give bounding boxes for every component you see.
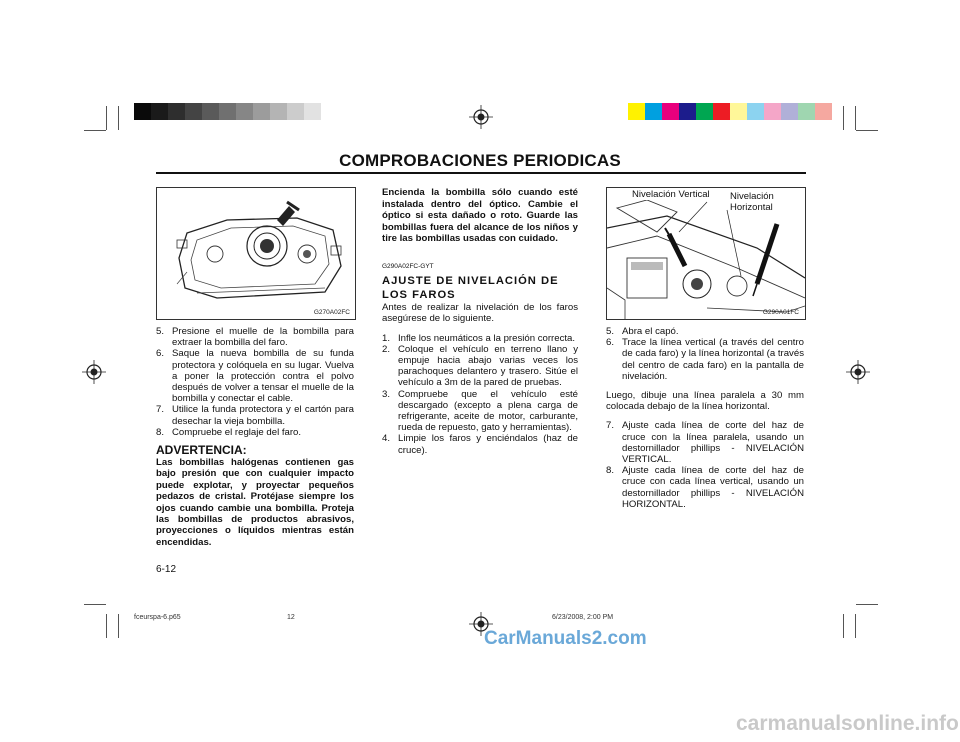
step-text: Ajuste cada línea de corte del haz de cruce con la línea paralela, usando un destornillador phillips - NIVELACIÓN VERTICAL. (622, 420, 804, 466)
step-number: 2. (382, 343, 391, 355)
figure-code: G290A01FC (762, 309, 799, 316)
step-item (606, 465, 804, 510)
step-item (382, 433, 578, 455)
section-code: G290A02FC-GYT (382, 262, 434, 270)
color-swatch (747, 103, 764, 120)
step-text: Trace la línea vertical (a través del centro de cada faro) y la línea horizontal (a través del centro de cada faro) en la pantalla de nivelación. (622, 337, 804, 382)
step-number: 7. (606, 420, 615, 432)
step-number: 8. (606, 465, 615, 477)
bulb-steps-list (156, 326, 354, 438)
column-1 (156, 326, 354, 548)
step-item (606, 337, 804, 382)
headlamp-leveling-figure (606, 187, 806, 320)
color-swatch (645, 103, 662, 120)
registration-target-icon (469, 105, 493, 129)
bulb-caution-text: Encienda la bombilla sólo cuando esté instalada dentro del óptico. Cambie el óptico si esta dañado o roto. Guarde las bombillas fuera del alcance de los niños y tire las bombillas usadas con cuidado. (382, 187, 578, 245)
step-text: Coloque el vehículo en terreno llano y empuje hacia abajo varias veces los parachoques delantero y trasero. Sitúe el vehículo a 3m de la pared de pruebas. (398, 343, 578, 389)
label-horizontal-leveling-line2: Horizontal (730, 202, 773, 213)
step-number: 5. (606, 326, 615, 337)
gray-color-bar (134, 103, 321, 120)
gray-swatch (236, 103, 253, 120)
color-swatch (781, 103, 798, 120)
parallel-line-text: Luego, dibuje una línea paralela a 30 mm colocada debajo de la línea horizontal. (606, 390, 804, 413)
step-number: 5. (156, 326, 165, 337)
gray-swatch (253, 103, 270, 120)
crop-mark (118, 614, 119, 638)
step-text: Infle los neumáticos a la presión correcta. (398, 332, 576, 344)
color-swatch (764, 103, 781, 120)
gray-swatch (202, 103, 219, 120)
label-horizontal-leveling-line1: Nivelación (730, 191, 774, 202)
crop-mark (106, 614, 107, 638)
step-item (382, 344, 578, 389)
footer-page: 12 (287, 614, 295, 621)
step-number: 7. (156, 404, 165, 416)
gray-swatch (304, 103, 321, 120)
page-number: 6-12 (156, 564, 177, 575)
gray-swatch (151, 103, 168, 120)
crop-mark (855, 106, 856, 130)
section-intro: Antes de realizar la nivelación de los faros asegúrese de lo siguiente. (382, 302, 578, 325)
step-item (382, 333, 578, 344)
step-text: Utilice la funda protectora y el cartón para desechar la vieja bombilla. (172, 404, 354, 427)
step-item (156, 326, 354, 348)
headlamp-bulb-figure (156, 187, 356, 320)
watermark-bottom: carmanualsonline.info (736, 712, 959, 735)
color-swatch (628, 103, 645, 120)
column-3 (606, 326, 804, 510)
step-item (606, 326, 804, 337)
crop-mark (855, 614, 856, 638)
step-item (156, 427, 354, 438)
step-item (382, 389, 578, 434)
step-text: Compruebe el reglaje del faro. (172, 426, 302, 438)
color-bar (628, 103, 832, 120)
color-swatch (696, 103, 713, 120)
leveling-steps-list-b (606, 420, 804, 510)
crop-mark (856, 604, 878, 605)
figure-code: G270A02FC (313, 309, 350, 316)
warning-text: Las bombillas halógenas contienen gas bajo presión que con cualquier impacto puede explotar, y proyectar pequeños pedazos de cristal. Protéjase siempre los ojos cuando cambie una bombilla. Proteja las bombillas de productos abrasivos, proyecciones o líquidos mientras están encendidas. (156, 457, 354, 548)
crop-mark (843, 614, 844, 638)
step-number: 3. (382, 388, 391, 400)
gray-swatch (287, 103, 304, 120)
gray-swatch (185, 103, 202, 120)
crop-mark (84, 604, 106, 605)
headlamp-drawing-icon (157, 188, 355, 319)
gray-swatch (168, 103, 185, 120)
warning-heading: ADVERTENCIA: (156, 443, 247, 458)
engine-bay-drawing-icon (607, 188, 805, 319)
footer-file: fceurspa-6.p65 (134, 614, 181, 621)
crop-mark (843, 106, 844, 130)
color-swatch (798, 103, 815, 120)
preparation-steps-list (382, 333, 578, 456)
step-item (156, 404, 354, 426)
step-number: 1. (382, 332, 391, 344)
crop-mark (856, 130, 878, 131)
gray-swatch (134, 103, 151, 120)
registration-target-icon (846, 360, 870, 384)
step-text: Ajuste cada línea de corte del haz de cruce con cada línea vertical, usando un destornillador phillips - NIVELACIÓN HORIZONTAL. (622, 465, 804, 510)
crop-mark (84, 130, 106, 131)
label-vertical-leveling: Nivelación Vertical (632, 189, 710, 200)
step-text: Compruebe que el vehículo esté descargado (excepto a plena carga de refrigerante, aceite de motor, carburante, rueda de repuesto, gato y herramientas). (398, 388, 578, 434)
color-swatch (713, 103, 730, 120)
step-item (606, 420, 804, 465)
gray-swatch (219, 103, 236, 120)
leveling-steps-list-a (606, 326, 804, 382)
page-title: COMPROBACIONES PERIODICAS (339, 151, 621, 170)
step-text: Limpie los faros y enciéndalos (haz de cruce). (398, 433, 578, 456)
step-number: 4. (382, 433, 391, 445)
watermark-top: CarManuals2.com (484, 628, 647, 649)
step-number: 8. (156, 426, 165, 438)
step-number: 6. (606, 337, 615, 349)
gray-swatch (270, 103, 287, 120)
crop-mark (118, 106, 119, 130)
footer-date: 6/23/2008, 2:00 PM (552, 614, 614, 621)
color-swatch (815, 103, 832, 120)
color-swatch (679, 103, 696, 120)
section-title: AJUSTE DE NIVELACIÓN DE LOS FAROS (382, 275, 559, 302)
color-swatch (662, 103, 679, 120)
step-number: 6. (156, 348, 165, 360)
title-rule (156, 172, 806, 174)
step-text: Abra el capó. (622, 326, 679, 337)
step-item (156, 348, 354, 404)
crop-mark (106, 106, 107, 130)
registration-target-icon (82, 360, 106, 384)
color-swatch (730, 103, 747, 120)
step-text: Saque la nueva bombilla de su funda protectora y colóquela en su lugar. Vuelva a poner la protección contra el polvo después de volver a tensar el muelle de la bombilla y conectar el cable. (172, 348, 354, 405)
column-2 (382, 187, 578, 456)
step-text: Presione el muelle de la bombilla para extraer la bombilla del faro. (172, 326, 354, 349)
